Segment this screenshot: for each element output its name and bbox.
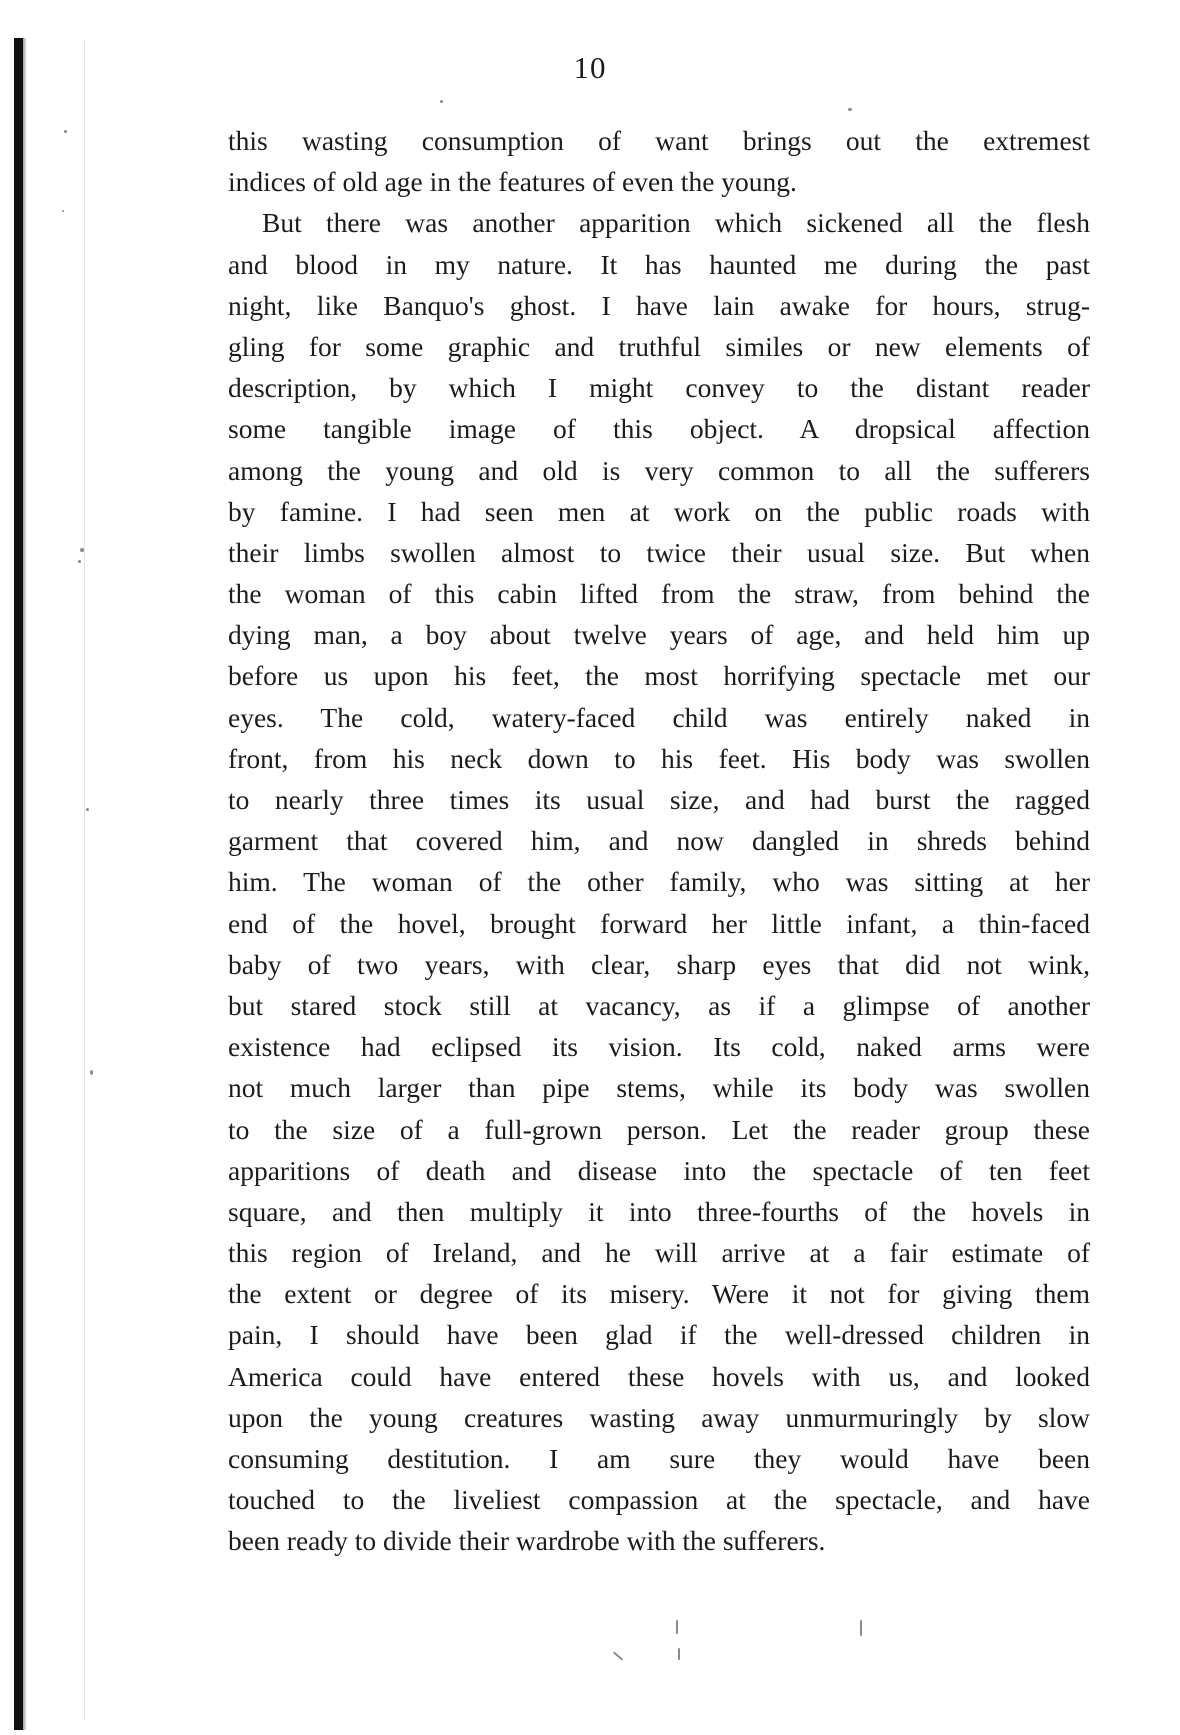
text-line: upon the young creatures wasting away unmurmuringly by slow <box>228 1401 1090 1433</box>
bottom-speck <box>678 1648 680 1660</box>
paragraph <box>228 202 1090 1561</box>
text-line: to nearly three times its usual size, and had burst the ragged <box>228 784 1090 815</box>
text-line: and blood in my nature. It has haunted me during the past <box>228 248 1090 280</box>
text-line: the extent or degree of its misery. Were it not for giving them <box>228 1278 1090 1310</box>
text-line: indices of old age in the features of even the young. <box>228 166 797 198</box>
text-line: baby of two years, with clear, sharp eyes that did not wink, <box>228 948 1090 980</box>
text-line: him. The woman of the other family, who was sitting at her <box>228 866 1090 898</box>
text-line: this region of Ireland, and he will arrive at a fair estimate of <box>228 1237 1090 1269</box>
bottom-speck <box>860 1620 862 1636</box>
text-line: before us upon his feet, the most horrifying spectacle met our <box>228 660 1090 692</box>
text-line: pain, I should have been glad if the well-dressed children in <box>228 1319 1090 1351</box>
text-line: their limbs swollen almost to twice their usual size. But when <box>228 536 1090 568</box>
margin-speck <box>78 560 81 563</box>
text-line: some tangible image of this object. A dropsical affection <box>228 413 1090 445</box>
text-line: to the size of a full-grown person. Let the reader group these <box>228 1113 1090 1145</box>
scan-binding-edge <box>14 38 23 1730</box>
page-number: 10 <box>573 50 607 85</box>
body-text <box>228 120 1090 1562</box>
text-line: consuming destitution. I am sure they would have been <box>228 1443 1090 1474</box>
text-line: touched to the liveliest compassion at the spectacle, and have <box>228 1484 1090 1516</box>
text-line: eyes. The cold, watery-faced child was entirely naked in <box>228 701 1090 733</box>
margin-speck <box>848 108 852 111</box>
text-line: description, by which I might convey to the distant reader <box>228 372 1090 404</box>
text-line: but stared stock still at vacancy, as if a glimpse of another <box>228 989 1090 1021</box>
text-line: apparitions of death and disease into the spectacle of ten feet <box>228 1154 1090 1186</box>
text-line: square, and then multiply it into three-fourths of the hovels in <box>228 1195 1090 1227</box>
text-line: not much larger than pipe stems, while its body was swollen <box>228 1072 1090 1104</box>
text-line: garment that covered him, and now dangled in shreds behind <box>228 825 1090 857</box>
bottom-speck <box>613 1651 623 1660</box>
text-line: existence had eclipsed its vision. Its cold, naked arms were <box>228 1031 1090 1063</box>
text-line: by famine. I had seen men at work on the public roads with <box>228 495 1090 527</box>
margin-speck <box>64 130 67 133</box>
text-line: But there was another apparition which sickened all the flesh <box>262 207 1090 239</box>
text-line: been ready to divide their wardrobe with the sufferers. <box>228 1525 826 1557</box>
margin-speck <box>62 210 64 212</box>
text-line: among the young and old is very common to all the sufferers <box>228 454 1090 486</box>
text-line: end of the hovel, brought forward her little infant, a thin-faced <box>228 907 1090 939</box>
margin-speck <box>80 548 84 552</box>
text-line: the woman of this cabin lifted from the straw, from behind the <box>228 578 1090 610</box>
scan-edge-shadow <box>23 38 27 1730</box>
bottom-speck <box>676 1620 678 1634</box>
page-gutter-line <box>84 40 85 1720</box>
text-line: dying man, a boy about twelve years of age, and held him up <box>228 619 1090 651</box>
paragraph <box>228 120 1090 202</box>
text-line: gling for some graphic and truthful similes or new elements of <box>228 330 1090 362</box>
text-line: front, from his neck down to his feet. His body was swollen <box>228 742 1090 774</box>
text-line: America could have entered these hovels with us, and looked <box>228 1360 1090 1392</box>
text-line: night, like Banquo's ghost. I have lain awake for hours, strug- <box>228 289 1090 321</box>
margin-speck <box>86 808 89 811</box>
text-line: this wasting consumption of want brings out the extremest <box>228 125 1090 156</box>
margin-speck <box>440 100 443 103</box>
margin-speck <box>90 1070 93 1075</box>
